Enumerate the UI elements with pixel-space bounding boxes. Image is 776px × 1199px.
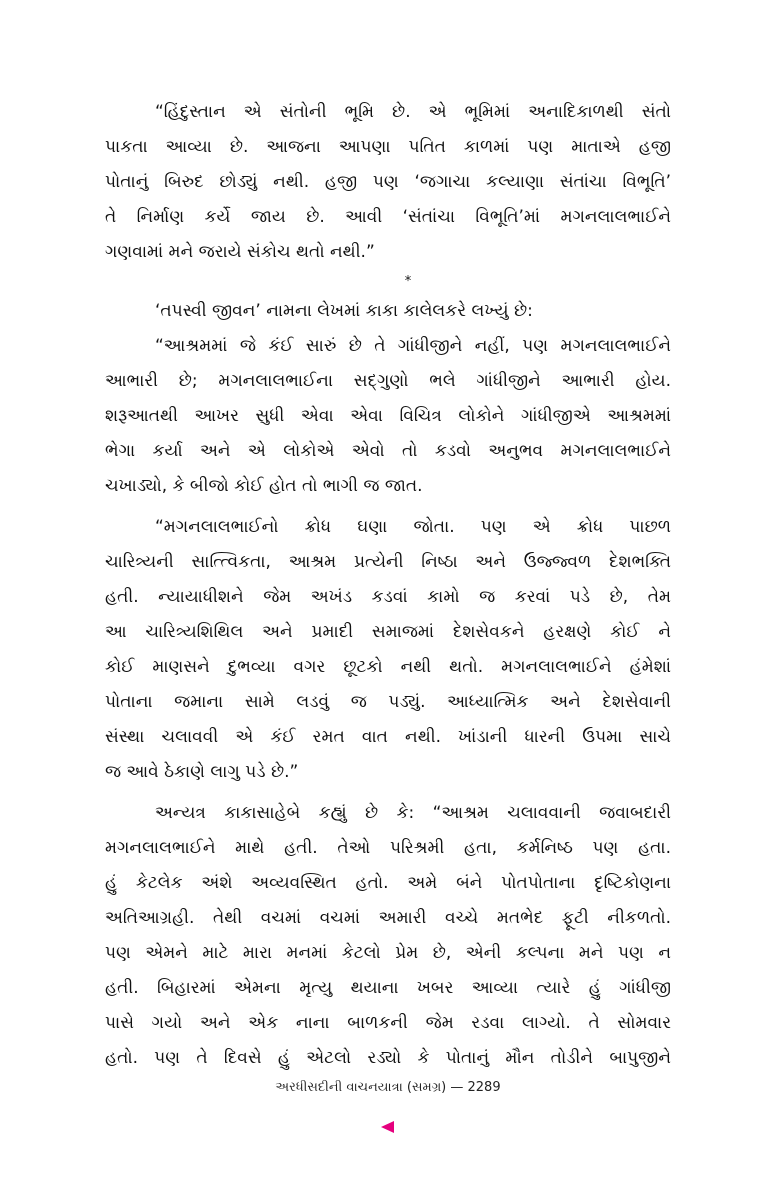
text-line: જ આવે ઠેકાણે લાગુ પડે છે.” bbox=[105, 762, 299, 782]
page-body bbox=[105, 95, 671, 1076]
paragraph-quote-saints bbox=[105, 95, 671, 270]
text-line: હતો. પણ તે દિવસે હું એટલો રડ્યો કે પોતાનું મૌન તોડીને બાપુજીને bbox=[105, 1048, 671, 1068]
text-line: પોતાનું બિરુદ છોડ્યું નથી. હજી પણ ‘જગાચા કલ્યાણા સંતાંચા વિભૂતિ’ bbox=[105, 172, 671, 192]
text-line: આ ચારિત્ર્યશિથિલ અને પ્રમાદી સમાજમાં દેશસેવકને હરક્ષણે કોઈ ને bbox=[105, 622, 671, 642]
text-line: પોતાના જમાના સામે લડવું જ પડ્યું. આધ્યાત્મિક અને દેશસેવાની bbox=[105, 692, 671, 712]
page-footer: અરધીસદીની વાચનયાત્રા (સમગ્ર) — 2289 bbox=[275, 1080, 501, 1095]
text-line: મગનલાલભાઈને માથે હતી. તેઓ પરિશ્રમી હતા, કર્મનિષ્ઠ પણ હતા. bbox=[105, 838, 671, 858]
text-line: અન્યત્ર કાકાસાહેબે કહ્યું છે કે: “આશ્રમ ચલાવવાની જવાબદારી bbox=[155, 803, 671, 823]
text-line: હું કેટલેક અંશે અવ્યવસ્થિત હતો. અમે બંને પોતપોતાના દૃષ્ટિકોણના bbox=[105, 873, 671, 893]
text-line: સંસ્થા ચલાવવી એ કંઈ રમત વાત નથી. ખાંડાની ધારની ઉપમા સાચે bbox=[105, 727, 671, 747]
paragraph-intro-tapasvi bbox=[105, 294, 671, 329]
text-line: આભારી છે; મગનલાલભાઈના સદ્‌ગુણો ભલે ગાંધીજીને આભારી હોય. bbox=[105, 371, 671, 391]
text-line: તે નિર્માણ કર્યે જાય છે. આવી ‘સંતાંચા વિભૂતિ’માં મગનલાલભાઈને bbox=[105, 207, 671, 227]
text-line: પાકતા આવ્યા છે. આજના આપણા પતિત કાળમાં પણ માતાએ હજી bbox=[105, 137, 671, 157]
text-line: હતી. બિહારમાં એમના મૃત્યુ થયાના ખબર આવ્યા ત્યારે હું ગાંધીજી bbox=[105, 978, 671, 998]
text-line: “હિંદુસ્તાન એ સંતોની ભૂમિ છે. એ ભૂમિમાં અનાદિકાળથી સંતો bbox=[155, 102, 671, 122]
text-line: કોઈ માણસને દુભવ્યા વગર છૂટકો નથી થતો. મગનલાલભાઈને હંમેશાં bbox=[105, 657, 671, 677]
text-line: પાસે ગયો અને એક નાના બાળકની જેમ રડવા લાગ્યો. તે સોમવાર bbox=[105, 1013, 671, 1033]
paragraph-quote-kakasaheb bbox=[105, 796, 671, 1076]
section-separator: * bbox=[404, 274, 412, 289]
text-line: શરૂઆતથી આખર સુધી એવા એવા વિચિત્ર લોકોને ગાંધીજીએ આશ્રમમાં bbox=[105, 406, 671, 426]
text-line: ચારિત્ર્યની સાત્ત્વિકતા, આશ્રમ પ્રત્યેની નિષ્ઠા અને ઉજ્જ્વળ દેશભક્તિ bbox=[105, 552, 671, 572]
prev-page-triangle-icon[interactable] bbox=[381, 1121, 394, 1133]
text-line: “આશ્રમમાં જે કંઈ સારું છે તે ગાંધીજીને નહીં, પણ મગનલાલભાઈને bbox=[155, 336, 671, 356]
text-line: ભેગા કર્યા અને એ લોકોએ એવો તો કડવો અનુભવ મગનલાલભાઈને bbox=[105, 441, 671, 461]
text-line: ‘તપસ્વી જીવન’ નામના લેખમાં કાકા કાલેલકરે લખ્યું છે: bbox=[155, 301, 533, 321]
paragraph-quote-anger bbox=[105, 510, 671, 790]
paragraph-quote-ashram bbox=[105, 329, 671, 504]
text-line: પણ એમને માટે મારા મનમાં કેટલો પ્રેમ છે, એની કલ્પના મને પણ ન bbox=[105, 943, 671, 963]
text-line: ચખાડ્યો, કે બીજો કોઈ હોત તો ભાગી જ જાત. bbox=[105, 476, 423, 496]
text-line: અતિઆગ્રહી. તેથી વચમાં વચમાં અમારી વચ્ચે મતભેદ ફૂટી નીકળતો. bbox=[105, 908, 671, 928]
text-line: ગણવામાં મને જરાયે સંકોચ થતો નથી.” bbox=[105, 242, 375, 262]
text-line: “મગનલાલભાઈનો ક્રોધ ઘણા જોતા. પણ એ ક્રોધ પાછળ bbox=[155, 517, 671, 537]
text-line: હતી. ન્યાયાધીશને જેમ અખંડ કડવાં કામો જ કરવાં પડે છે, તેમ bbox=[105, 587, 671, 607]
